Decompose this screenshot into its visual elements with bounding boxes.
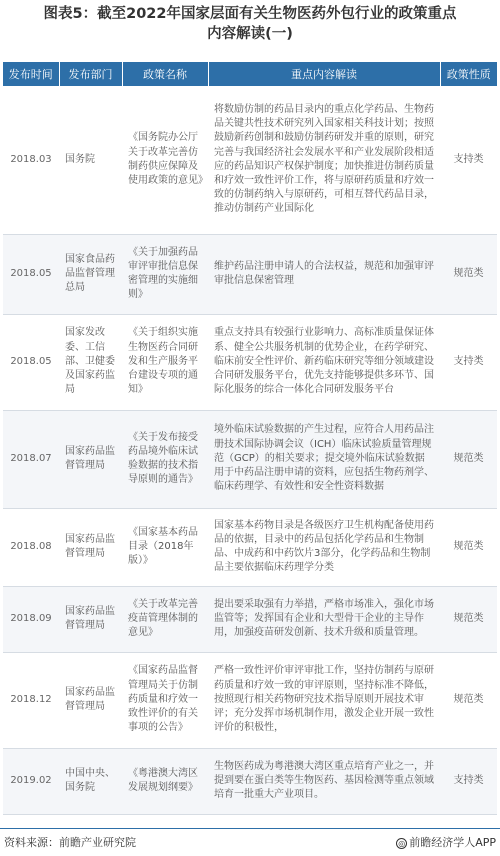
cell-nature: 规范类 <box>440 410 497 508</box>
cell-dept: 国家发改委、工信部、卫健委及国家药监局 <box>59 314 122 410</box>
cell-date: 2018.05 <box>3 314 59 410</box>
table-row <box>3 748 497 814</box>
cell-policy: 《粤港澳大湾区发展规划纲要》 <box>122 748 208 814</box>
header-nature: 政策性质 <box>440 62 497 86</box>
policy-table <box>3 62 497 815</box>
cell-nature: 规范类 <box>440 234 497 314</box>
cell-content: 严格一致性评价审评审批工作，坚持仿制药与原研药质量和疗效一致的审评原则，坚持标准不降低，按照现行相关药物研究技术指导原则开展技术审评；充分发挥市场机制作用，激发企业开展一致性评价的积极性， <box>208 652 440 748</box>
cell-policy: 《关于改革完善疫苗管理体制的意见》 <box>122 586 208 652</box>
header-content: 重点内容解读 <box>208 62 440 86</box>
cell-nature: 支持类 <box>440 748 497 814</box>
cell-date: 2018.07 <box>3 410 59 508</box>
header-policy: 政策名称 <box>122 62 208 86</box>
page-title <box>0 0 500 52</box>
cell-dept: 国家药品监督管理局 <box>59 410 122 508</box>
table-row <box>3 586 497 652</box>
cell-nature: 规范类 <box>440 652 497 748</box>
cell-content: 生物医药成为粤港澳大湾区重点培育产业之一，并提到要在蛋白类等生物医药、基因检测等重点领域培育一批重大产业项目。 <box>208 748 440 814</box>
cell-dept: 国家药品监督管理局 <box>59 652 122 748</box>
cell-date: 2018.12 <box>3 652 59 748</box>
brand-label: 前瞻经济学人APP <box>409 836 496 849</box>
circle-logo-icon: ◎ <box>396 838 407 849</box>
cell-date: 2018.08 <box>3 508 59 586</box>
cell-content: 维护药品注册申请人的合法权益，规范和加强审评审批信息保密管理 <box>208 234 440 314</box>
cell-policy: 《关于发布接受药品境外临床试验数据的技术指导原则的通告》 <box>122 410 208 508</box>
table-row <box>3 410 497 508</box>
cell-content: 国家基本药物目录是各级医疗卫生机构配备使用药品的依据，目录中的药品包括化学药品和生物制品、中成药和中药饮片3部分，化学药品和生物制品主要依据临床药理学分类 <box>208 508 440 586</box>
source-note: 资料来源：前瞻产业研究院 <box>4 836 136 849</box>
cell-policy: 《关于组织实施生物医药合同研发和生产服务平台建设专项的通知》 <box>122 314 208 410</box>
table-row <box>3 86 497 234</box>
brand-credit <box>396 834 496 850</box>
title-line-2: 内容解读(一) <box>207 26 293 42</box>
cell-date: 2018.05 <box>3 234 59 314</box>
cell-dept: 国家食品药品监督管理总局 <box>59 234 122 314</box>
cell-content: 将数励仿制的药品目录内的重点化学药品、生物药品关键共性技术研究列入国家相关科技计划；按照鼓励新药创制和鼓励仿制药研发并重的原则，研究完善与我国经济社会发展水平和产业发展阶段相适应的药品知识产权保护制度；加快推进仿制药质量和疗效一致性评价工作，将与原研药质量和疗效一致的仿制药纳入与原研药，可相互替代药品目录，推动仿制药产业国际化 <box>208 86 440 234</box>
table-header-row <box>3 62 497 86</box>
cell-nature: 支持类 <box>440 86 497 234</box>
header-date: 发布时间 <box>3 62 59 86</box>
table-row <box>3 234 497 314</box>
cell-content: 重点支持具有较强行业影响力、高标准质量保证体系、健全公共服务机制的优势企业，在药学研究、临床前安全性评价、新药临床研究等细分领域建设合同研发服务平台，优先支持能够提供多环节、国际化服务的综合一体化合同研发服务平台 <box>208 314 440 410</box>
footer <box>0 828 500 852</box>
cell-policy: 《国家药品监督管理局关于仿制药质量和疗效一致性评价的有关事项的公告》 <box>122 652 208 748</box>
cell-dept: 国家药品监督管理局 <box>59 586 122 652</box>
cell-policy: 《关于加强药品审评审批信息保密管理的实施细则》 <box>122 234 208 314</box>
cell-dept: 中国中央、国务院 <box>59 748 122 814</box>
table-row <box>3 314 497 410</box>
cell-date: 2018.09 <box>3 586 59 652</box>
cell-dept: 国务院 <box>59 86 122 234</box>
cell-dept: 国家药品监督管理局 <box>59 508 122 586</box>
cell-date: 2018.03 <box>3 86 59 234</box>
header-dept: 发布部门 <box>59 62 122 86</box>
cell-nature: 规范类 <box>440 508 497 586</box>
cell-content: 境外临床试验数据的产生过程，应符合人用药品注册技术国际协调会议（ICH）临床试验质量管理规范（GCP）的相关要求；提交境外临床试验数据用于中药品注册申请的资料，应包括生物药剂学、临床药理学、有效性和安全性资料数据 <box>208 410 440 508</box>
title-line-1: 图表5：截至2022年国家层面有关生物医药外包行业的政策重点 <box>43 6 457 22</box>
cell-policy: 《国务院办公厅关于改革完善仿制药供应保障及使用政策的意见》 <box>122 86 208 234</box>
cell-date: 2019.02 <box>3 748 59 814</box>
cell-content: 提出要采取强有力举措，严格市场准入，强化市场监管等；发挥国有企业和大型骨干企业的主导作用，加强疫苗研发创新、技术升级和质量管理。 <box>208 586 440 652</box>
cell-policy: 《国家基本药品目录（2018年版）》 <box>122 508 208 586</box>
table-row <box>3 652 497 748</box>
cell-nature: 规范类 <box>440 586 497 652</box>
cell-nature: 支持类 <box>440 314 497 410</box>
table-row <box>3 508 497 586</box>
